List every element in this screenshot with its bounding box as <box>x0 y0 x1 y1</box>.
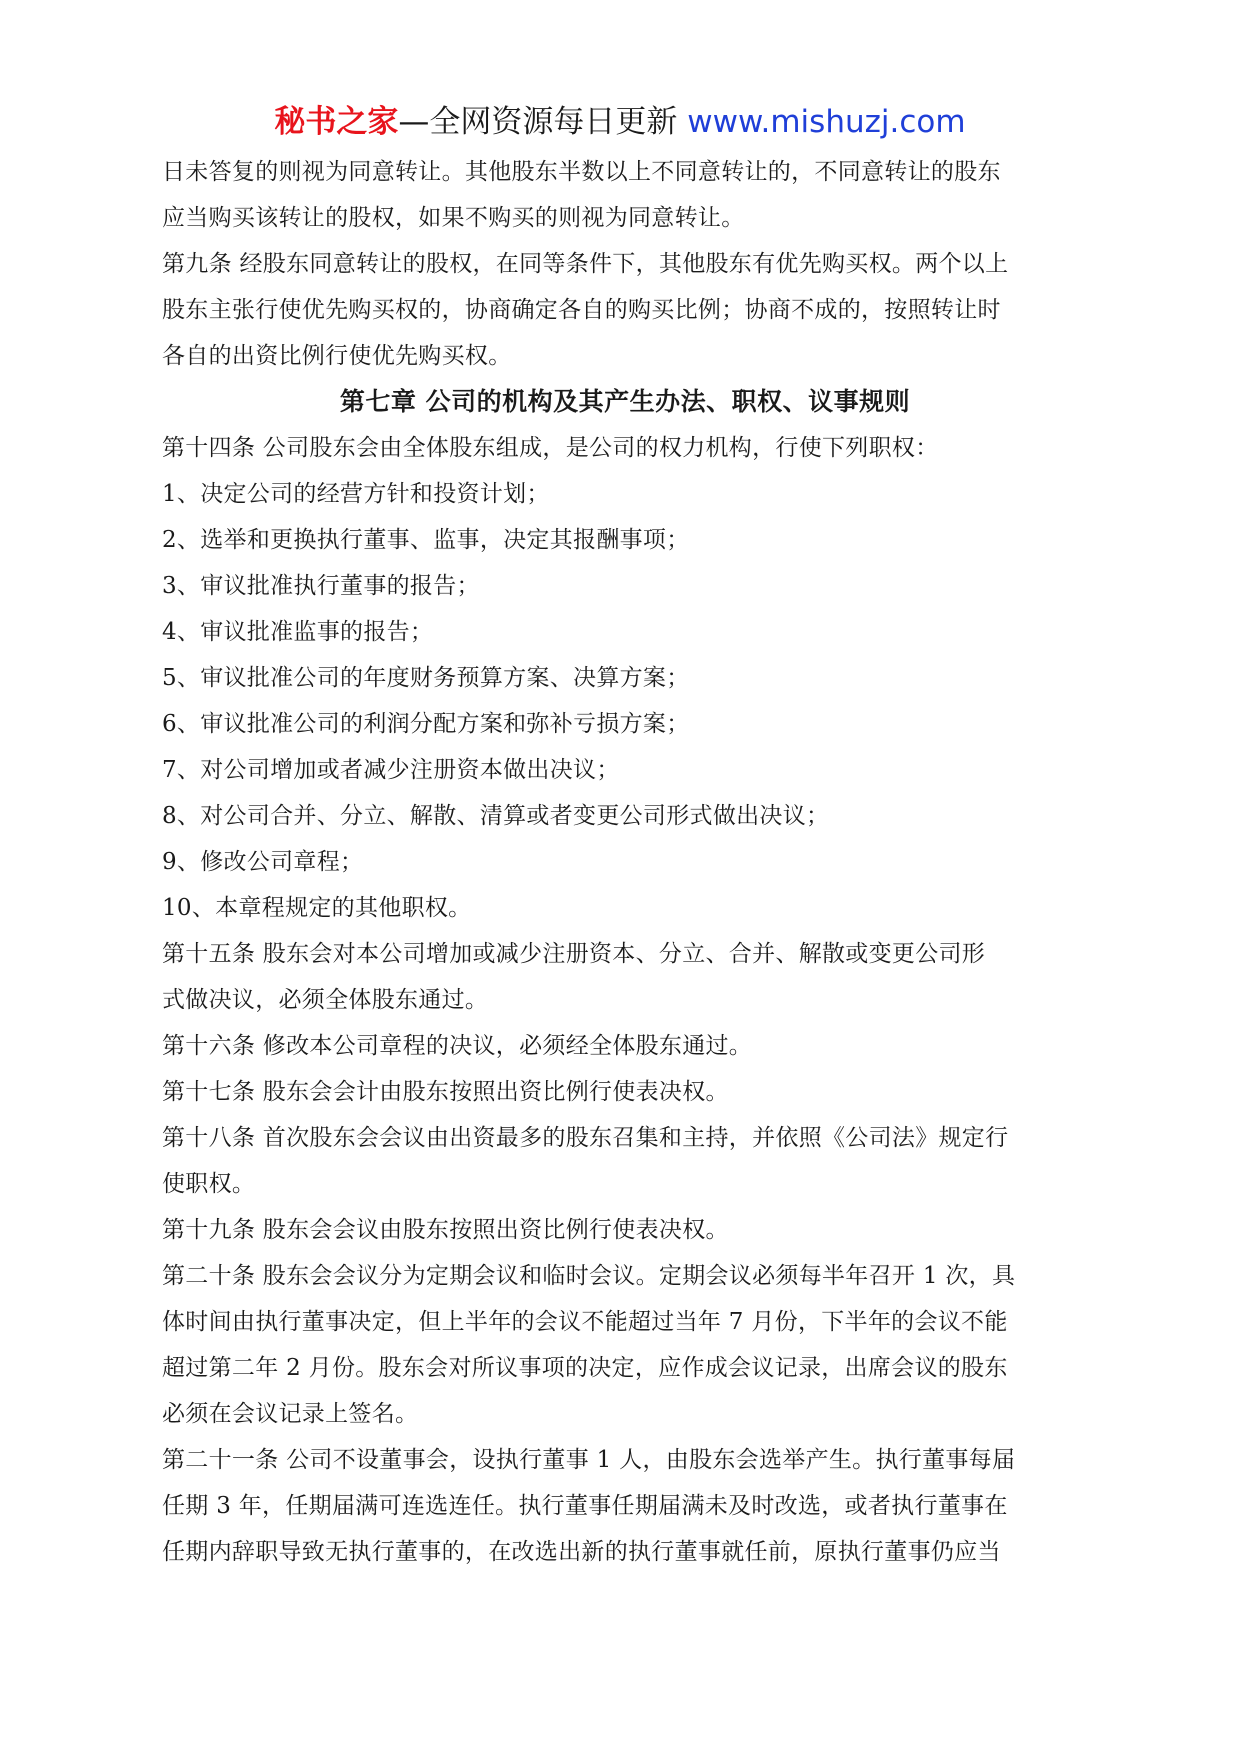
banner-tagline: —全网资源每日更新 <box>398 104 688 140</box>
text-line: 日未答复的则视为同意转让。其他股东半数以上不同意转让的，不同意转让的股东 <box>162 159 1001 185</box>
text-line: 股东主张行使优先购买权的，协商确定各自的购买比例；协商不成的，按照转让时 <box>162 297 1001 323</box>
article-17: 第十七条 股东会会计由股东按照出资比例行使表决权。 <box>162 1079 729 1105</box>
list-item: 8、对公司合并、分立、解散、清算或者变更公司形式做出决议； <box>162 803 830 829</box>
text-line: 超过第二年 2 月份。股东会对所议事项的决定，应作成会议记录，出席会议的股东 <box>162 1355 1008 1381</box>
text-line: 必须在会议记录上签名。 <box>162 1401 419 1427</box>
article-14: 第十四条 公司股东会由全体股东组成，是公司的权力机构，行使下列职权： <box>162 435 939 461</box>
list-item: 1、决定公司的经营方针和投资计划； <box>162 481 550 507</box>
list-item: 2、选举和更换执行董事、监事，决定其报酬事项； <box>162 527 690 553</box>
article-19: 第十九条 股东会会议由股东按照出资比例行使表决权。 <box>162 1217 729 1243</box>
text-line: 式做决议，必须全体股东通过。 <box>162 987 489 1013</box>
list-item: 5、审议批准公司的年度财务预算方案、决算方案； <box>162 665 690 691</box>
article-9: 第九条 经股东同意转让的股权，在同等条件下，其他股东有优先购买权。两个以上 <box>162 251 1009 277</box>
article-20: 第二十条 股东会会议分为定期会议和临时会议。定期会议必须每半年召开 1 次，具 <box>162 1263 1016 1289</box>
text-line: 任期 3 年，任期届满可连选连任。执行董事任期届满未及时改选，或者执行董事在 <box>162 1493 1008 1519</box>
text-line: 各自的出资比例行使优先购买权。 <box>162 343 512 369</box>
article-15: 第十五条 股东会对本公司增加或减少注册资本、分立、合并、解散或变更公司形 <box>162 941 986 967</box>
article-16: 第十六条 修改本公司章程的决议，必须经全体股东通过。 <box>162 1033 753 1059</box>
text-line: 应当购买该转让的股权，如果不购买的则视为同意转让。 <box>162 205 745 231</box>
document-body <box>162 149 1088 1575</box>
list-item: 9、修改公司章程； <box>162 849 364 875</box>
chapter-heading: 第七章 公司的机构及其产生办法、职权、议事规则 <box>339 387 911 416</box>
text-line: 任期内辞职导致无执行董事的，在改选出新的执行董事就任前，原执行董事仍应当 <box>162 1539 1001 1565</box>
text-line: 使职权。 <box>162 1171 256 1197</box>
article-18: 第十八条 首次股东会会议由出资最多的股东召集和主持，并依照《公司法》规定行 <box>162 1125 1009 1151</box>
list-item: 10、本章程规定的其他职权。 <box>162 895 472 921</box>
article-21: 第二十一条 公司不设董事会，设执行董事 1 人，由股东会选举产生。执行董事每届 <box>162 1447 1016 1473</box>
list-item: 3、审议批准执行董事的报告； <box>162 573 480 599</box>
list-item: 7、对公司增加或者减少注册资本做出决议； <box>162 757 620 783</box>
list-item: 4、审议批准监事的报告； <box>162 619 434 645</box>
banner-brand: 秘书之家 <box>274 104 399 140</box>
list-item: 6、审议批准公司的利润分配方案和弥补亏损方案； <box>162 711 690 737</box>
text-line: 体时间由执行董事决定，但上半年的会议不能超过当年 7 月份，下半年的会议不能 <box>162 1309 1008 1335</box>
banner-url-link[interactable]: www.mishuzj.com <box>687 104 966 140</box>
site-banner <box>0 100 1240 144</box>
